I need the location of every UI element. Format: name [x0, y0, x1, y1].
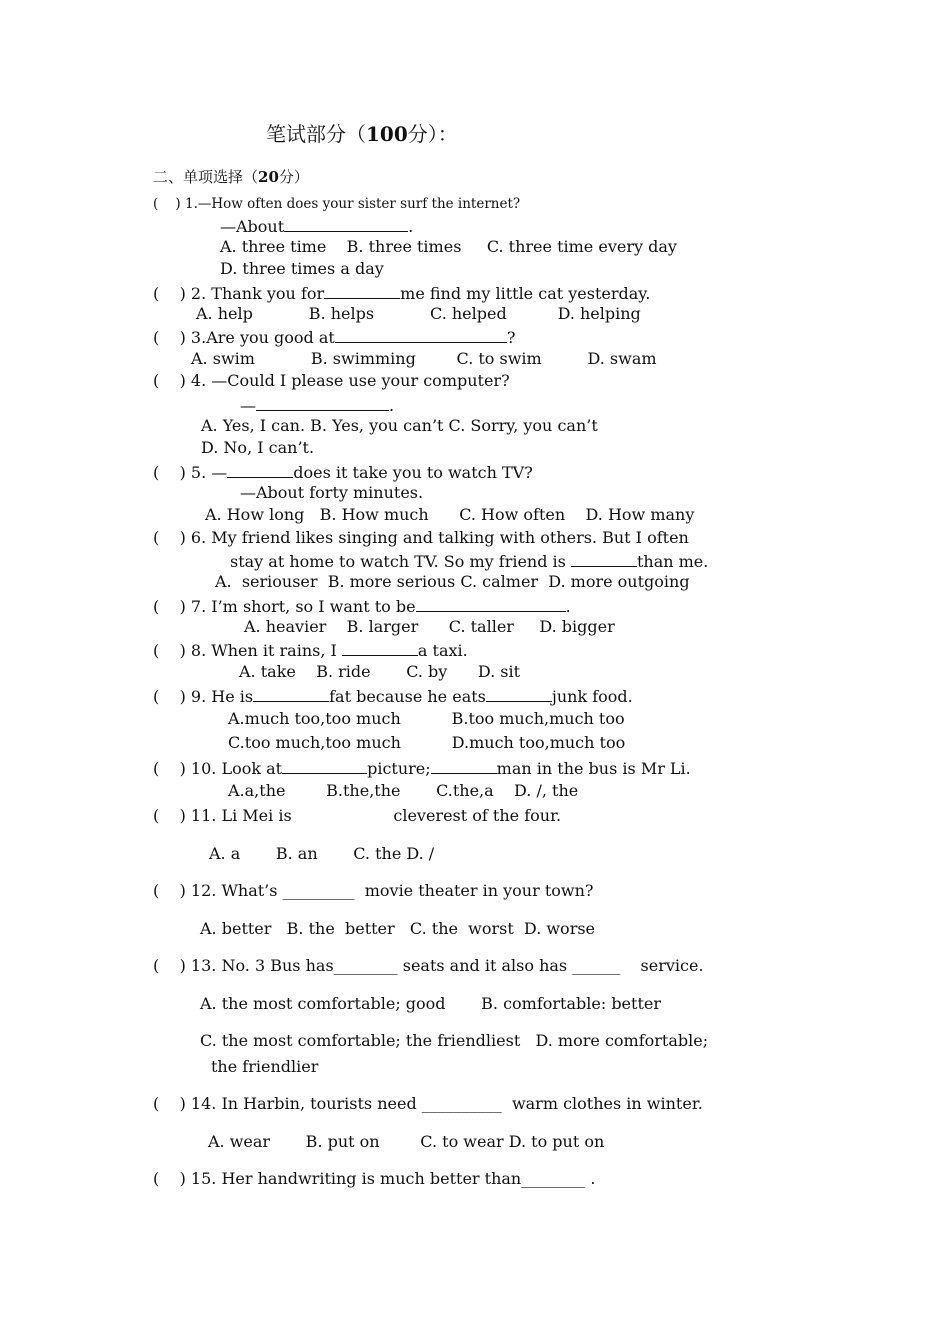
question-text: — — [240, 396, 256, 415]
answer-blank — [342, 639, 418, 656]
question-text: junk food. — [551, 687, 633, 706]
question-text: . — [389, 396, 395, 415]
question-11-stem — [153, 806, 561, 826]
question-13-options-3: the friendlier — [211, 1057, 319, 1076]
question-1-options: A. three time B. three times C. three time every day — [220, 237, 677, 256]
section-score: 20 — [258, 168, 279, 186]
question-4-answer-line — [240, 394, 394, 416]
question-6-stem-2 — [230, 550, 708, 572]
answer-paren: ( ) 14. — [153, 1094, 217, 1113]
question-5-options: A. How long B. How much C. How often D. How many — [205, 505, 695, 524]
answer-paren: ( ) 9. — [153, 687, 207, 706]
question-text: me find my little cat yesterday. — [400, 284, 651, 303]
section-suffix: 分） — [278, 168, 309, 186]
answer-blank — [416, 595, 566, 612]
answer-blank — [282, 757, 367, 774]
question-7-stem — [153, 595, 571, 617]
question-9-stem — [153, 685, 633, 707]
answer-blank — [253, 685, 329, 702]
question-text: In Harbin, tourists need __________ warm clothes in winter. — [216, 1094, 703, 1113]
answer-paren: ( ) 1. — [153, 196, 198, 212]
answer-blank — [335, 326, 507, 343]
question-text: I’m short, so I want to be — [206, 597, 416, 616]
answer-blank — [256, 394, 389, 411]
question-1-answer-line — [220, 215, 413, 237]
answer-blank — [227, 461, 293, 478]
question-text: Her handwriting is much better than________ . — [216, 1169, 596, 1188]
question-4-options-2: D. No, I can’t. — [201, 438, 315, 457]
answer-blank — [284, 215, 408, 232]
page-title — [266, 121, 458, 147]
question-8-stem — [153, 639, 468, 661]
answer-blank — [324, 282, 400, 299]
question-3-stem — [153, 326, 515, 348]
answer-blank — [571, 550, 637, 567]
question-2-stem — [153, 282, 650, 304]
question-text: Are you good at — [206, 328, 335, 347]
question-7-options: A. heavier B. larger C. taller D. bigger — [244, 617, 615, 636]
question-text: —About — [220, 217, 285, 236]
question-text: ? — [506, 328, 516, 347]
question-9-options-2: C.too much,too much D.much too,much too — [228, 733, 626, 752]
question-text: Thank you for — [206, 284, 325, 303]
question-6-stem — [153, 528, 689, 548]
question-text: stay at home to watch TV. So my friend is — [230, 552, 571, 571]
question-10-options: A.a,the B.the,the C.the,a D. /, the — [228, 781, 579, 800]
title-prefix: 笔试部分（ — [266, 122, 366, 146]
answer-paren: ( ) 11. — [153, 806, 217, 825]
question-text: does it take you to watch TV? — [293, 463, 533, 482]
answer-paren: ( ) 3. — [153, 328, 207, 347]
question-2-options: A. help B. helps C. helped D. helping — [196, 304, 641, 323]
question-text: picture; — [367, 759, 431, 778]
question-10-stem — [153, 757, 691, 779]
question-text: than me. — [636, 552, 709, 571]
question-text: He is — [206, 687, 254, 706]
question-13-stem — [153, 956, 704, 976]
answer-blank — [486, 685, 552, 702]
question-5-answer: —About forty minutes. — [240, 483, 424, 502]
answer-paren: ( ) 10. — [153, 759, 217, 778]
question-13-options-2: C. the most comfortable; the friendliest D. more comfortable; — [200, 1031, 709, 1050]
answer-paren: ( ) 13. — [153, 956, 217, 975]
question-text: Look at — [216, 759, 283, 778]
answer-paren: ( ) 7. — [153, 597, 207, 616]
question-text: man in the bus is Mr Li. — [496, 759, 691, 778]
question-6-options: A. seriouser B. more serious C. calmer D. more outgoing — [215, 572, 690, 591]
title-suffix: 分）： — [407, 122, 458, 146]
question-12-stem — [153, 881, 593, 901]
question-text: My friend likes singing and talking with others. But I often — [206, 528, 689, 547]
answer-blank — [431, 757, 497, 774]
answer-paren: ( ) 12. — [153, 881, 217, 900]
question-text: No. 3 Bus has________ seats and it also has ______ service. — [216, 956, 704, 975]
question-text: Li Mei is cleverest of the four. — [216, 806, 562, 825]
answer-paren: ( ) 8. — [153, 641, 207, 660]
answer-paren: ( ) 4. — [153, 371, 207, 390]
question-14-options: A. wear B. put on C. to wear D. to put on — [208, 1132, 605, 1151]
question-9-options: A.much too,too much B.too much,much too — [228, 709, 625, 728]
question-8-options: A. take B. ride C. by D. sit — [239, 662, 521, 681]
question-12-options: A. better B. the better C. the worst D. worse — [200, 919, 596, 938]
section-prefix: 二、单项选择（ — [153, 168, 259, 186]
title-score: 100 — [366, 122, 408, 146]
question-text: What’s _________ movie theater in your town? — [216, 881, 594, 900]
question-text: —How often does your sister surf the internet? — [197, 196, 521, 212]
answer-paren: ( ) 6. — [153, 528, 207, 547]
question-13-options: A. the most comfortable; good B. comfortable: better — [200, 994, 661, 1013]
question-1-stem — [153, 194, 520, 214]
question-14-stem — [153, 1094, 703, 1114]
answer-paren: ( ) 2. — [153, 284, 207, 303]
question-1-options-2: D. three times a day — [220, 259, 384, 278]
question-text: When it rains, I — [206, 641, 342, 660]
question-text: . — [565, 597, 571, 616]
question-text: . — [408, 217, 414, 236]
section-heading — [153, 167, 309, 187]
question-text: a taxi. — [417, 641, 468, 660]
question-5-stem — [153, 461, 533, 483]
question-15-stem — [153, 1169, 595, 1189]
question-text: —Could I please use your computer? — [206, 371, 510, 390]
answer-paren: ( ) 5. — [153, 463, 207, 482]
answer-paren: ( ) 15. — [153, 1169, 217, 1188]
question-text: fat because he eats — [329, 687, 486, 706]
question-4-stem — [153, 371, 510, 391]
question-text: — — [206, 463, 228, 482]
question-4-options: A. Yes, I can. B. Yes, you can’t C. Sorry, you can’t — [201, 416, 598, 435]
question-11-options: A. a B. an C. the D. / — [209, 844, 435, 863]
question-3-options: A. swim B. swimming C. to swim D. swam — [191, 349, 657, 368]
